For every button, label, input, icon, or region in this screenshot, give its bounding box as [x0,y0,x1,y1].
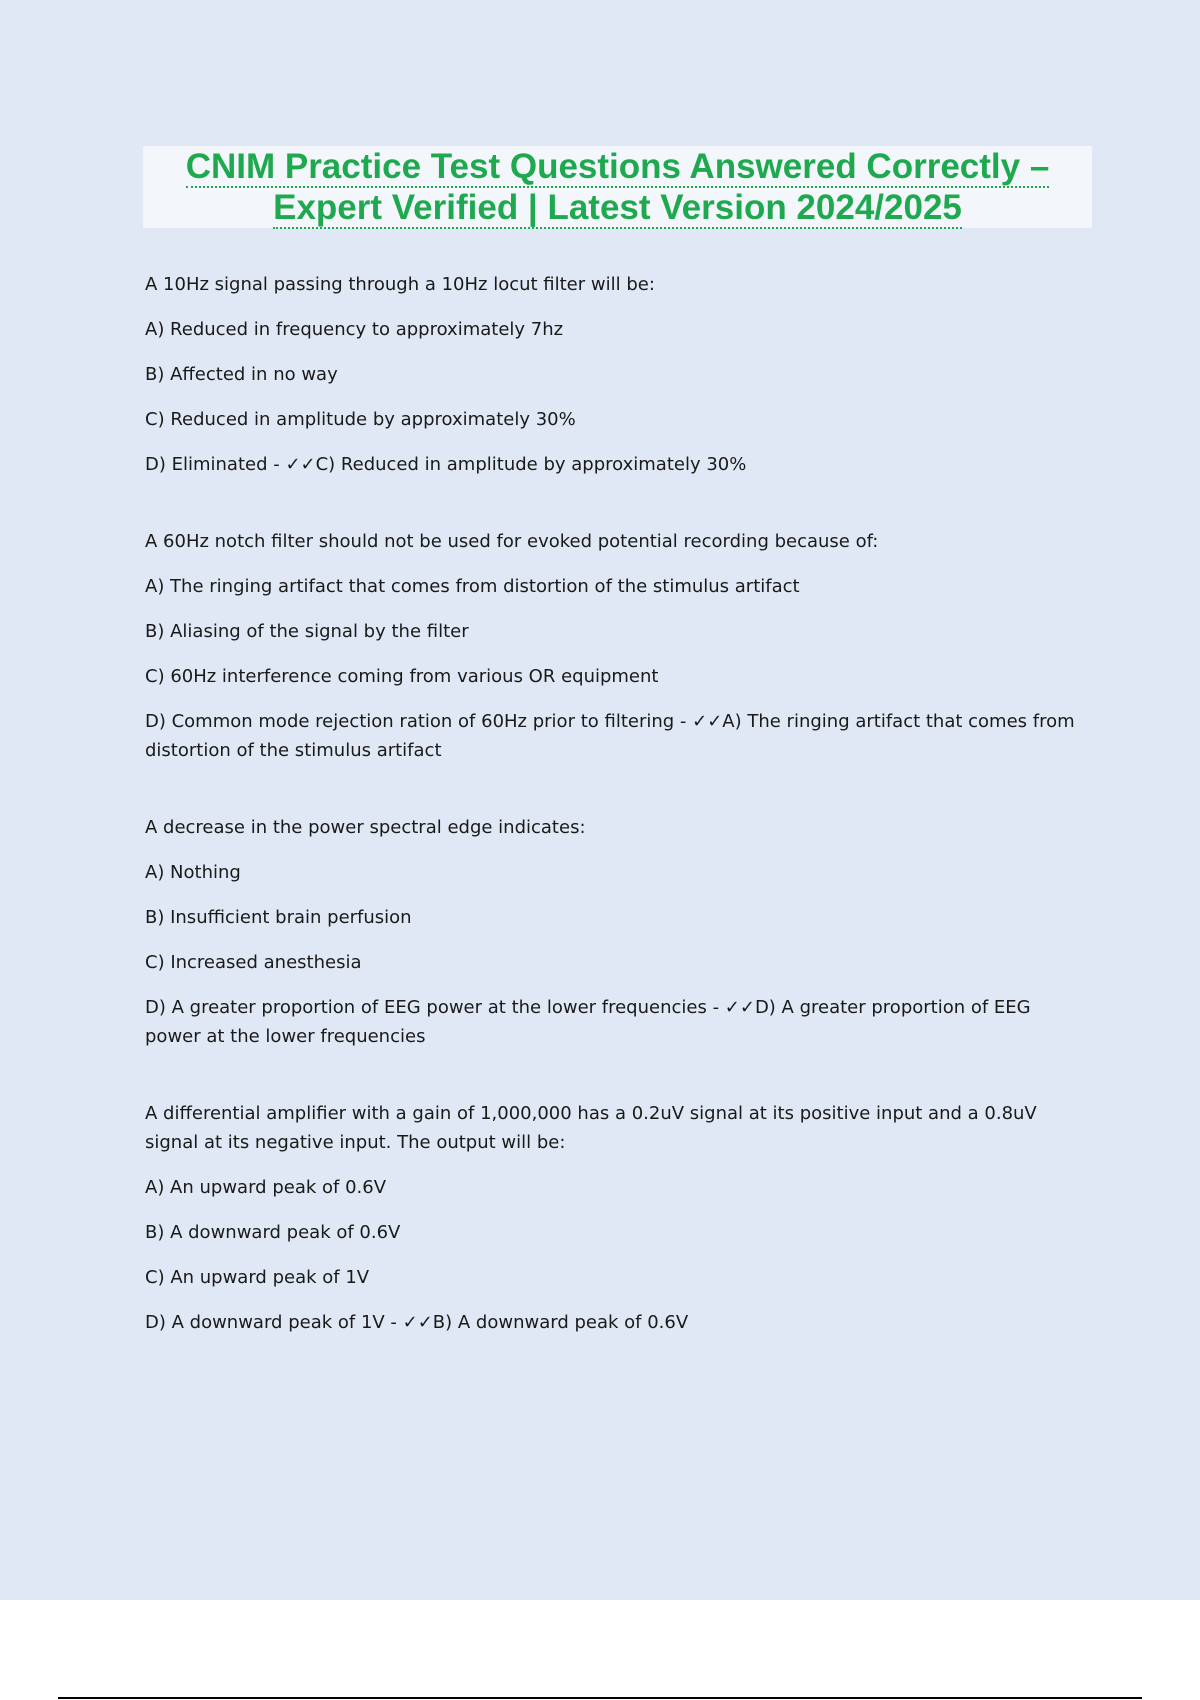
footer-divider [58,1697,1142,1699]
question-block [145,813,1090,1051]
option-c: C) An upward peak of 1V [145,1267,370,1288]
option-a: A) Reduced in frequency to approximately 7hz [145,319,564,340]
question-text: A differential amplifier with a gain of 1,000,000 has a 0.2uV signal at its positive input and a 0.8uV signal at its negative input. The output will be: [145,1103,1037,1153]
option-a: A) An upward peak of 0.6V [145,1177,387,1198]
question-block [145,1099,1090,1337]
option-d-with-answer: D) Common mode rejection ration of 60Hz prior to filtering - ✓✓A) The ringing artifact that comes from distortion of the stimulus artifact [145,711,1075,761]
title-line-2-text: Expert Verified | Latest Version 2024/2025 [273,188,962,227]
question-block [145,270,1090,479]
option-c: C) Increased anesthesia [145,952,362,973]
option-d-with-answer: D) Eliminated - ✓✓C) Reduced in amplitude by approximately 30% [145,454,747,475]
question-text: A 60Hz notch filter should not be used for evoked potential recording because of: [145,531,879,552]
option-a: A) Nothing [145,862,241,883]
option-a: A) The ringing artifact that comes from distortion of the stimulus artifact [145,576,800,597]
option-b: B) A downward peak of 0.6V [145,1222,401,1243]
option-c: C) 60Hz interference coming from various OR equipment [145,666,659,687]
title-banner [143,146,1092,228]
option-b: B) Insufficient brain perfusion [145,907,412,928]
title-line-2 [143,187,1092,228]
question-text: A 10Hz signal passing through a 10Hz locut filter will be: [145,274,655,295]
option-d-with-answer: D) A downward peak of 1V - ✓✓B) A downward peak of 0.6V [145,1312,689,1333]
question-list [145,270,1090,1385]
option-b: B) Aliasing of the signal by the filter [145,621,469,642]
question-block [145,527,1090,765]
option-d-with-answer: D) A greater proportion of EEG power at the lower frequencies - ✓✓D) A greater proportion of EEG power at the lower frequencies [145,997,1031,1047]
title-line-1 [143,146,1092,187]
option-b: B) Affected in no way [145,364,338,385]
title-line-1-text: CNIM Practice Test Questions Answered Correctly – [185,147,1050,186]
question-text: A decrease in the power spectral edge indicates: [145,817,586,838]
option-c: C) Reduced in amplitude by approximately 30% [145,409,576,430]
